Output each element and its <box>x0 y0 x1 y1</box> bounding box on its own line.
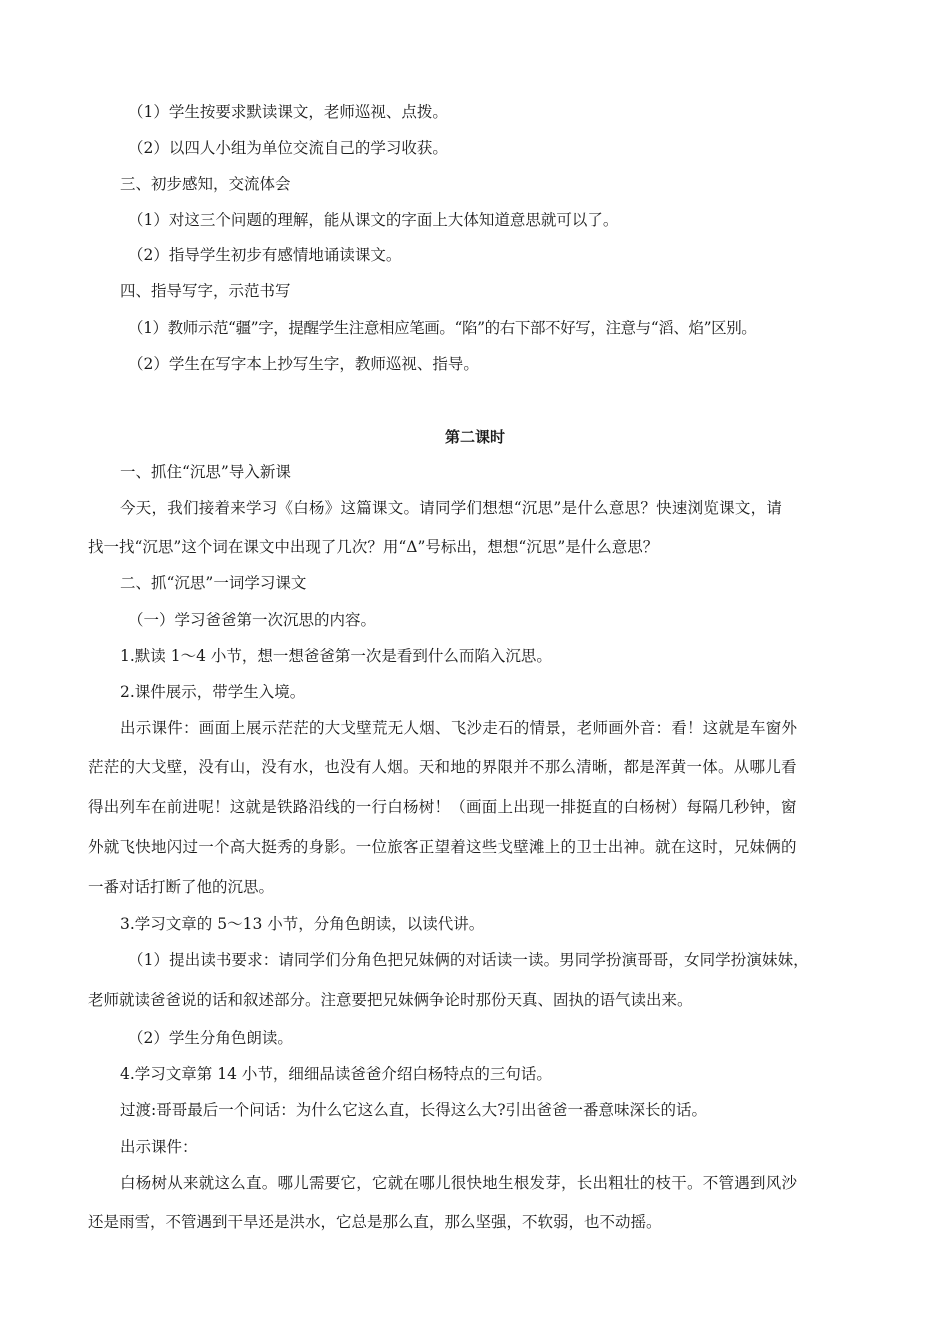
text-line: 出示课件： <box>120 1138 198 1156</box>
text-line: 1.默读 1～4 小节，想一想爸爸第一次是看到什么而陷入沉思。 <box>120 647 552 665</box>
section-heading: 二、抓“沉思”一词学习课文 <box>120 574 307 592</box>
text-line: （1）学生按要求默读课文，老师巡视、点拨。 <box>128 103 448 121</box>
text-line: 得出列车在前进呢！这就是铁路沿线的一行白杨树！（画面上出现一排挺直的白杨树）每隔几秒钟，窗 <box>88 798 797 816</box>
text-line: 4.学习文章第 14 小节，细细品读爸爸介绍白杨特点的三句话。 <box>120 1065 552 1083</box>
text-line: 找一找“沉思”这个词在课文中出现了几次？用“Δ”号标出，想想“沉思”是什么意思？ <box>88 538 659 556</box>
section-heading: 三、初步感知，交流体会 <box>120 175 291 193</box>
section-heading: 四、指导写字，示范书写 <box>120 282 291 300</box>
text-line: 老师就读爸爸说的话和叙述部分。注意要把兄妹俩争论时那份天真、固执的语气读出来。 <box>88 991 693 1009</box>
text-line: 还是雨雪，不管遇到干旱还是洪水，它总是那么直，那么坚强，不软弱，也不动摇。 <box>88 1213 662 1231</box>
text-line: （1）提出读书要求：请同学们分角色把兄妹俩的对话读一读。男同学扮演哥哥，女同学扮演妹妹， <box>128 951 809 969</box>
lesson-title: 第二课时 <box>444 428 505 446</box>
text-line: 过渡:哥哥最后一个问话：为什么它这么直，长得这么大?引出爸爸一番意味深长的话。 <box>120 1101 708 1119</box>
text-line: （2）学生在写字本上抄写生字，教师巡视、指导。 <box>128 355 479 373</box>
text-line: 一番对话打断了他的沉思。 <box>88 878 275 896</box>
text-line: 2.课件展示，带学生入境。 <box>120 683 306 701</box>
text-line: （一）学习爸爸第一次沉思的内容。 <box>128 611 377 629</box>
text-line: （1）教师示范“疆”字，提醒学生注意相应笔画。“陷”的右下部不好写，注意与“滔、焰”区别。 <box>128 319 757 337</box>
text-line: （2）指导学生初步有感情地诵读课文。 <box>128 246 402 264</box>
text-line: 白杨树从来就这么直。哪儿需要它，它就在哪儿很快地生根发芽，长出粗壮的枝干。不管遇到风沙 <box>120 1174 798 1192</box>
text-line: （2）学生分角色朗读。 <box>128 1029 293 1047</box>
text-line: 出示课件：画面上展示茫茫的大戈壁荒无人烟、飞沙走石的情景，老师画外音：看！这就是车窗外 <box>120 719 798 737</box>
text-line: 3.学习文章的 5～13 小节，分角色朗读，以读代讲。 <box>120 915 485 933</box>
text-line: （1）对这三个问题的理解，能从课文的字面上大体知道意思就可以了。 <box>128 211 619 229</box>
text-line: 今天，我们接着来学习《白杨》这篇课文。请同学们想想“沉思”是什么意思？快速浏览课文，请 <box>120 499 783 517</box>
text-line: （2）以四人小组为单位交流自己的学习收获。 <box>128 139 448 157</box>
text-line: 茫茫的大戈壁，没有山，没有水，也没有人烟。天和地的界限并不那么清晰，都是浑黄一体。从哪儿看 <box>88 758 797 776</box>
section-heading: 一、抓住“沉思”导入新课 <box>120 463 291 481</box>
text-line: 外就飞快地闪过一个高大挺秀的身影。一位旅客正望着这些戈壁滩上的卫士出神。就在这时，兄妹俩的 <box>88 838 797 856</box>
